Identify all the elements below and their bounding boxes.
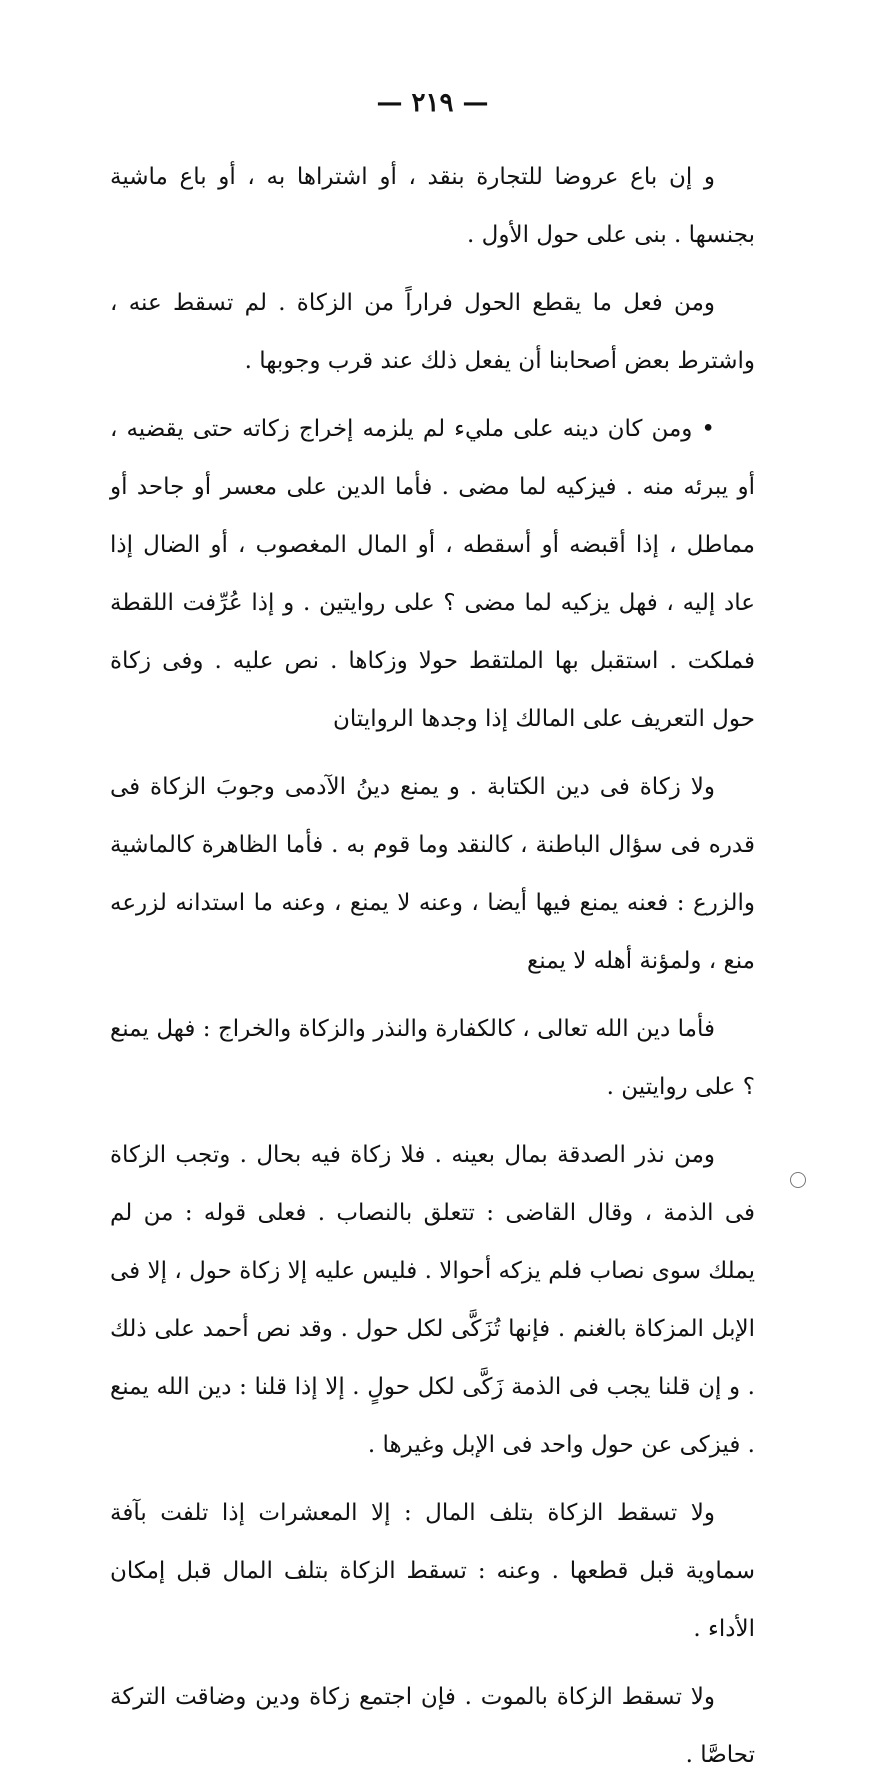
paragraph: ولا تسقط الزكاة بتلف المال : إلا المعشرات إذا تلفت بآفة سماوية قبل قطعها . وعنه : تسقط الزكاة بتلف المال قبل إمكان الأداء . bbox=[110, 1500, 755, 1642]
paragraph: ولا تسقط الزكاة بالموت . فإن اجتمع زكاة ودين وضاقت التركة تحاصَّا . bbox=[110, 1684, 755, 1768]
paragraph: • ومن كان دينه على مليء لم يلزمه إخراج زكاته حتى يقضيه ، أو يبرئه منه . فيزكيه لما مضى . فأما الدين على معسر أو جاحد أو مماطل ، إذا أقبضه أو أسقطه ، أو المال المغصوب ، أو الضال إذا عاد إليه ، فهل يزكيه لما مضى ؟ على روايتين . و إذا عُرِّفت اللقطة فملكت . استقبل بها الملتقط حولا وزكاها . نص عليه . وفى زكاة حول التعريف على المالك إذا وجدها الروايتان bbox=[110, 416, 755, 732]
paragraph: و إن باع عروضا للتجارة بنقد ، أو اشتراها به ، أو باع ماشية بجنسها . بنى على حول الأول . bbox=[110, 164, 755, 248]
page-body bbox=[110, 148, 755, 1784]
paragraph: ومن نذر الصدقة بمال بعينه . فلا زكاة فيه بحال . وتجب الزكاة فى الذمة ، وقال القاضى : تتعلق بالنصاب . فعلى قوله : من لم يملك سوى نصاب فلم يزكه أحوالا . فليس عليه إلا زكاة حول ، إلا فى الإبل المزكاة بالغنم . فإنها تُزَكَّى لكل حول . وقد نص أحمد على ذلك . و إن قلنا يجب فى الذمة زَكَّى لكل حولٍ . إلا إذا قلنا : دين الله يمنع . فيزكى عن حول واحد فى الإبل وغيرها . bbox=[110, 1142, 755, 1458]
paragraph: ومن فعل ما يقطع الحول فراراً من الزكاة . لم تسقط عنه ، واشترط بعض أصحابنا أن يفعل ذلك عند قرب وجوبها . bbox=[110, 290, 755, 374]
margin-circle-mark bbox=[790, 1172, 806, 1188]
paragraph: ولا زكاة فى دين الكتابة . و يمنع دينُ الآدمى وجوبَ الزكاة فى قدره فى سؤال الباطنة ، كالنقد وما قوم به . فأما الظاهرة كالماشية والزرع : فعنه يمنع فيها أيضا ، وعنه لا يمنع ، وعنه ما استدانه لزرعه منع ، ولمؤنة أهله لا يمنع bbox=[110, 774, 755, 974]
paragraph: فأما دين الله تعالى ، كالكفارة والنذر والزكاة والخراج : فهل يمنع ؟ على روايتين . bbox=[110, 1016, 755, 1100]
page-number: — ٢١٩ — bbox=[376, 88, 489, 118]
